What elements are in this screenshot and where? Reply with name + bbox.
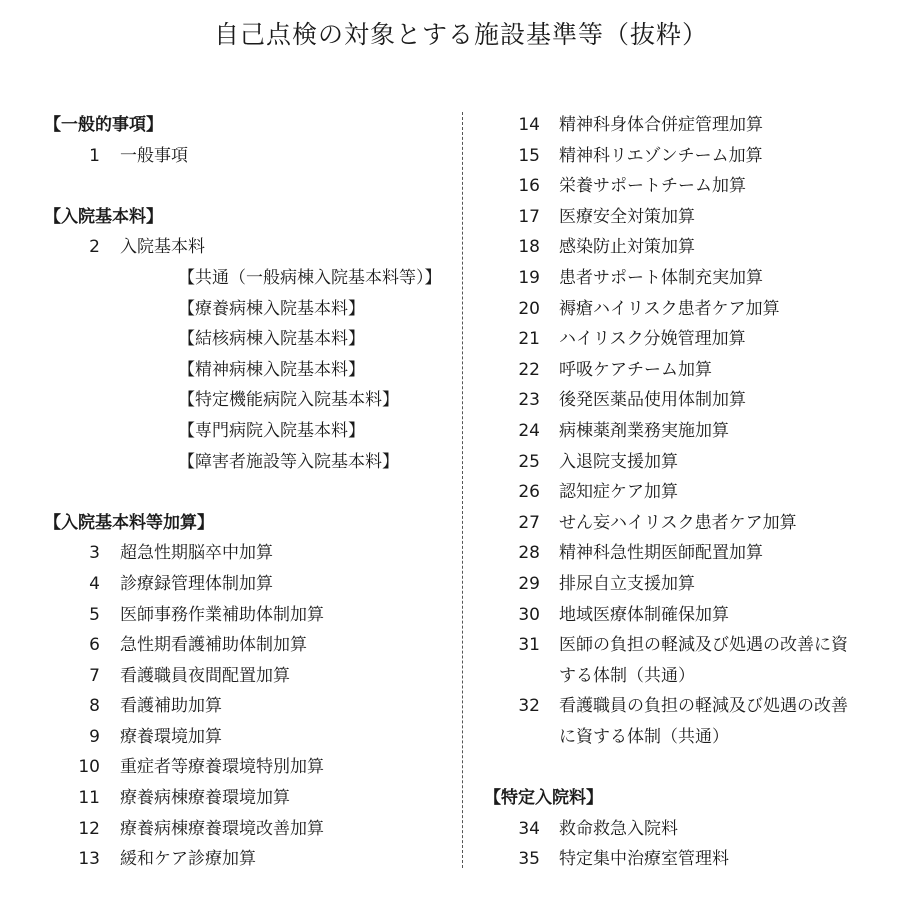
item-label: 入退院支援加算 bbox=[559, 451, 678, 472]
item-label: 医師事務作業補助体制加算 bbox=[120, 604, 324, 625]
item-number: 34 bbox=[518, 818, 540, 839]
column-divider bbox=[462, 112, 463, 868]
item-label: 後発医薬品使用体制加算 bbox=[559, 390, 746, 411]
sub-item bbox=[44, 324, 454, 355]
item-number: 7 bbox=[89, 665, 100, 686]
list-item bbox=[484, 508, 904, 539]
list-item bbox=[484, 202, 904, 233]
list-item bbox=[484, 630, 904, 661]
item-number: 26 bbox=[518, 482, 540, 503]
item-number: 1 bbox=[89, 145, 100, 166]
item-label: 療養病棟療養環境加算 bbox=[120, 788, 290, 809]
section-heading: 【入院基本料】 bbox=[44, 206, 163, 227]
item-number: 16 bbox=[518, 176, 540, 197]
list-item bbox=[484, 263, 904, 294]
item-number: 10 bbox=[78, 757, 100, 778]
item-label: 褥瘡ハイリスク患者ケア加算 bbox=[559, 298, 780, 319]
item-number: 32 bbox=[518, 696, 540, 717]
list-item bbox=[44, 814, 454, 845]
item-label-continuation: する体制（共通） bbox=[559, 665, 695, 686]
list-item bbox=[484, 416, 904, 447]
sub-item-label: 【精神病棟入院基本料】 bbox=[178, 359, 365, 380]
item-label: 入院基本料 bbox=[120, 237, 205, 258]
page-title: 自己点検の対象とする施設基準等（抜粋） bbox=[213, 20, 708, 49]
item-label: 看護職員夜間配置加算 bbox=[120, 665, 290, 686]
list-item bbox=[484, 477, 904, 508]
sub-item-label: 【障害者施設等入院基本料】 bbox=[178, 451, 399, 472]
item-label: 重症者等療養環境特別加算 bbox=[120, 757, 324, 778]
item-label-continuation: に資する体制（共通） bbox=[559, 726, 729, 747]
sub-item-label: 【結核病棟入院基本料】 bbox=[178, 329, 365, 350]
item-number: 3 bbox=[89, 543, 100, 564]
item-label: 療養病棟療養環境改善加算 bbox=[120, 818, 324, 839]
list-item bbox=[484, 691, 904, 722]
section-heading: 【一般的事項】 bbox=[44, 115, 163, 135]
spacer bbox=[44, 477, 454, 508]
item-label: 精神科リエゾンチーム加算 bbox=[559, 145, 763, 166]
list-item bbox=[484, 355, 904, 386]
item-label: 患者サポート体制充実加算 bbox=[559, 267, 763, 288]
sub-item-label: 【療養病棟入院基本料】 bbox=[178, 298, 365, 319]
sub-item bbox=[44, 263, 454, 294]
item-label: 看護補助加算 bbox=[120, 696, 222, 717]
list-item bbox=[484, 600, 904, 631]
item-label: 精神科身体合併症管理加算 bbox=[559, 115, 763, 135]
item-number: 11 bbox=[78, 788, 100, 809]
right-column bbox=[484, 110, 904, 875]
list-item-continuation bbox=[484, 722, 904, 753]
list-item bbox=[484, 171, 904, 202]
list-item bbox=[484, 385, 904, 416]
item-label: 認知症ケア加算 bbox=[559, 482, 678, 503]
item-number: 31 bbox=[518, 635, 540, 656]
list-item bbox=[44, 722, 454, 753]
list-item bbox=[484, 447, 904, 478]
list-item bbox=[44, 538, 454, 569]
item-label: 救命救急入院料 bbox=[559, 818, 678, 839]
list-item-continuation bbox=[484, 661, 904, 692]
item-label: 感染防止対策加算 bbox=[559, 237, 695, 258]
sub-item-label: 【専門病院入院基本料】 bbox=[178, 420, 365, 441]
sub-item bbox=[44, 294, 454, 325]
item-number: 25 bbox=[518, 451, 540, 472]
list-item bbox=[44, 141, 454, 172]
list-item bbox=[484, 294, 904, 325]
item-label: 精神科急性期医師配置加算 bbox=[559, 543, 763, 564]
list-item bbox=[44, 661, 454, 692]
item-number: 19 bbox=[518, 267, 540, 288]
item-number: 4 bbox=[89, 573, 100, 594]
list-item bbox=[484, 232, 904, 263]
list-item bbox=[44, 232, 454, 263]
list-item bbox=[484, 141, 904, 172]
list-item bbox=[44, 691, 454, 722]
item-label: 呼吸ケアチーム加算 bbox=[559, 359, 712, 380]
item-label: 診療録管理体制加算 bbox=[120, 573, 273, 594]
item-label: 排尿自立支援加算 bbox=[559, 573, 695, 594]
item-number: 6 bbox=[89, 635, 100, 656]
item-number: 17 bbox=[518, 206, 540, 227]
list-item bbox=[44, 569, 454, 600]
item-number: 8 bbox=[89, 696, 100, 717]
item-number: 21 bbox=[518, 329, 540, 350]
spacer bbox=[44, 171, 454, 202]
list-item bbox=[484, 110, 904, 141]
item-number: 22 bbox=[518, 359, 540, 380]
list-item bbox=[484, 814, 904, 845]
sub-item bbox=[44, 447, 454, 478]
section-heading: 【特定入院料】 bbox=[484, 788, 603, 809]
item-label: 緩和ケア診療加算 bbox=[120, 849, 256, 870]
item-number: 30 bbox=[518, 604, 540, 625]
left-column bbox=[44, 110, 454, 875]
item-number: 15 bbox=[518, 145, 540, 166]
item-label: 栄養サポートチーム加算 bbox=[559, 176, 746, 197]
item-label: 医師の負担の軽減及び処遇の改善に資 bbox=[559, 635, 848, 656]
item-number: 5 bbox=[89, 604, 100, 625]
item-number: 20 bbox=[518, 298, 540, 319]
item-label: 療養環境加算 bbox=[120, 726, 222, 747]
sub-item-label: 【特定機能病院入院基本料】 bbox=[178, 390, 399, 411]
list-item bbox=[44, 630, 454, 661]
list-item bbox=[44, 600, 454, 631]
item-label: 急性期看護補助体制加算 bbox=[120, 635, 307, 656]
item-number: 35 bbox=[518, 849, 540, 870]
spacer bbox=[484, 752, 904, 783]
item-number: 9 bbox=[89, 726, 100, 747]
item-label: せん妄ハイリスク患者ケア加算 bbox=[559, 512, 797, 533]
sub-item-label: 【共通（一般病棟入院基本料等）】 bbox=[178, 267, 442, 288]
list-item bbox=[484, 569, 904, 600]
list-item bbox=[44, 844, 454, 875]
list-item bbox=[484, 324, 904, 355]
item-number: 29 bbox=[518, 573, 540, 594]
item-number: 13 bbox=[78, 849, 100, 870]
item-number: 23 bbox=[518, 390, 540, 411]
list-item bbox=[44, 752, 454, 783]
sub-item bbox=[44, 385, 454, 416]
item-label: 超急性期脳卒中加算 bbox=[120, 543, 273, 564]
list-item bbox=[484, 538, 904, 569]
item-label: 一般事項 bbox=[120, 145, 188, 166]
item-label: 医療安全対策加算 bbox=[559, 206, 695, 227]
item-label: ハイリスク分娩管理加算 bbox=[559, 329, 746, 350]
sub-item bbox=[44, 416, 454, 447]
item-number: 12 bbox=[78, 818, 100, 839]
item-number: 28 bbox=[518, 543, 540, 564]
list-item bbox=[484, 844, 904, 875]
item-number: 27 bbox=[518, 512, 540, 533]
item-number: 2 bbox=[89, 237, 100, 258]
list-item bbox=[44, 783, 454, 814]
item-label: 病棟薬剤業務実施加算 bbox=[559, 420, 729, 441]
item-label: 地域医療体制確保加算 bbox=[559, 604, 729, 625]
item-label: 特定集中治療室管理料 bbox=[559, 849, 729, 870]
section-heading: 【入院基本料等加算】 bbox=[44, 512, 214, 533]
item-label: 看護職員の負担の軽減及び処遇の改善 bbox=[559, 696, 848, 717]
item-number: 14 bbox=[518, 115, 540, 135]
item-number: 24 bbox=[518, 420, 540, 441]
item-number: 18 bbox=[518, 237, 540, 258]
sub-item bbox=[44, 355, 454, 386]
